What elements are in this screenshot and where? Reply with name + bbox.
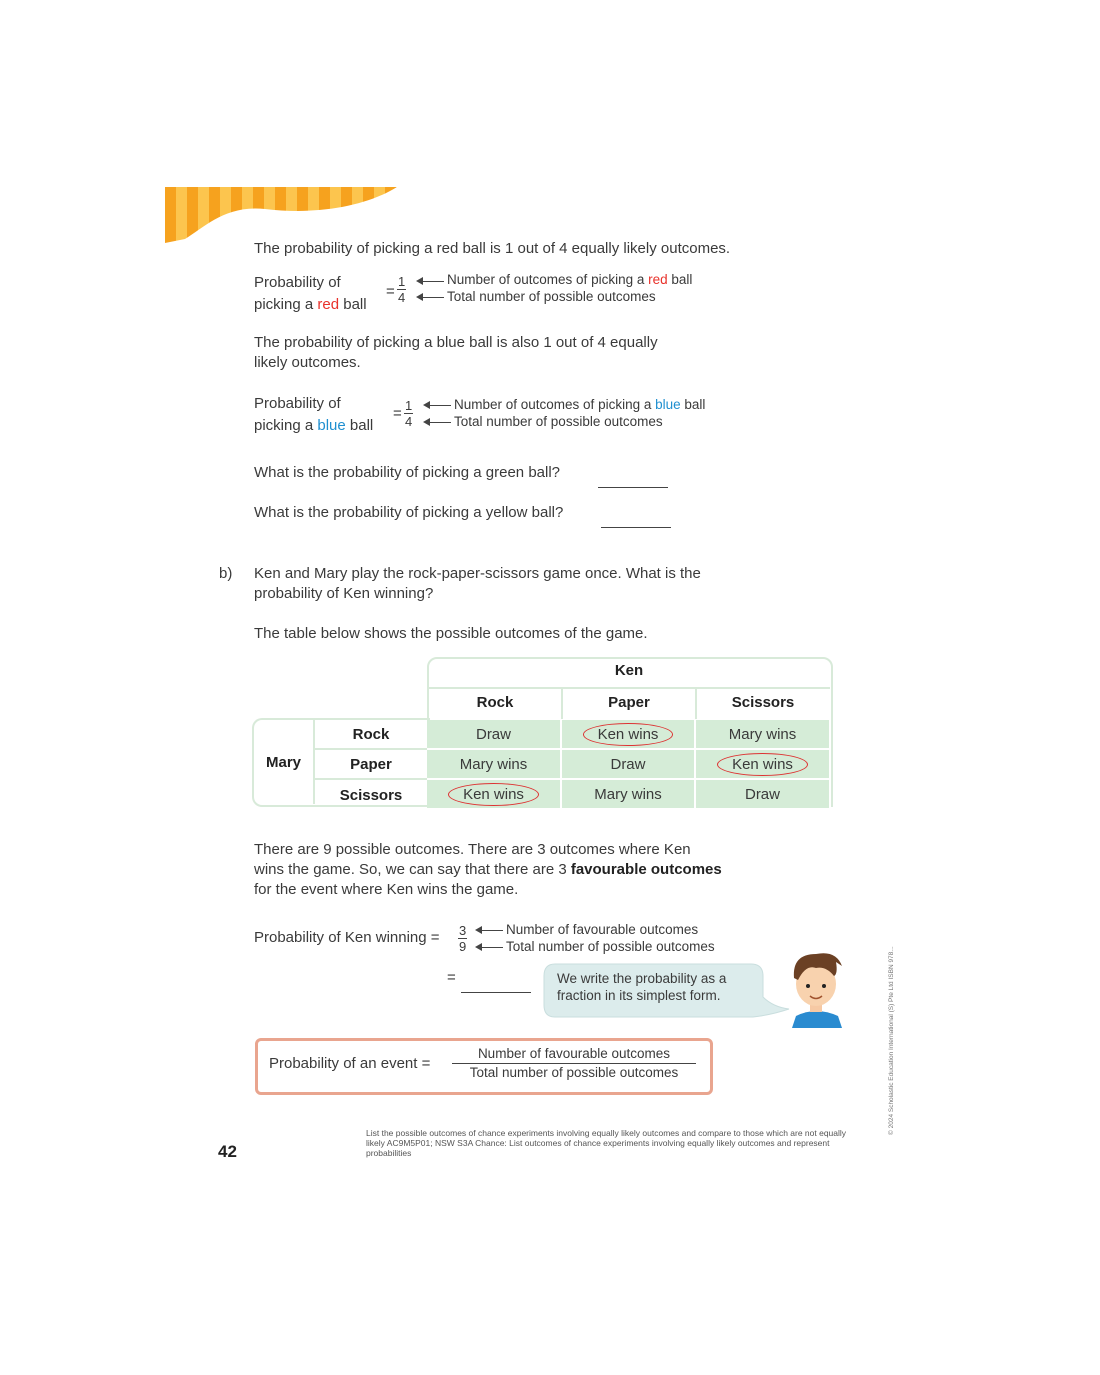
- arrow-icon: [477, 930, 503, 931]
- row-player-mary: Mary: [265, 754, 302, 771]
- equals-sign: =: [393, 405, 402, 422]
- blue-fraction: $\frac{1}{4}$: [405, 398, 413, 429]
- column-header-paper: Paper: [608, 694, 650, 711]
- striped-banner: [165, 187, 400, 245]
- cell-mary-wins: Mary wins: [562, 780, 696, 810]
- table-row: [315, 720, 831, 750]
- speech-text: We write the probability as a fraction in its simplest form.: [557, 971, 727, 1003]
- part-b-marker: b): [219, 565, 233, 582]
- red-label-line1: Probability of: [254, 274, 341, 291]
- blue-intro-1: The probability of picking a blue ball is also 1 out of 4 equally: [254, 334, 658, 351]
- column-header-rock: Rock: [476, 694, 514, 711]
- equals-sign: =: [386, 283, 395, 300]
- answer-blank-ken[interactable]: [461, 992, 531, 993]
- formula-label: Probability of an event =: [269, 1055, 431, 1072]
- red-fraction: $\frac{1}{4}$: [398, 274, 406, 305]
- cell-draw: Draw: [696, 780, 831, 810]
- answer-blank-yellow[interactable]: [601, 527, 671, 528]
- ken-numerator-note: Number of favourable outcomes: [506, 922, 699, 937]
- red-label-line2: picking a red ball: [254, 296, 367, 313]
- blue-numerator-note: Number of outcomes of picking a blue ball: [454, 397, 706, 412]
- arrow-icon: [425, 405, 451, 406]
- outcomes-table: [315, 720, 831, 810]
- answer-blank-green[interactable]: [598, 487, 668, 488]
- curriculum-note: List the possible outcomes of chance experiments involving equally likely outcomes and compare to those which are not equally likely AC9M5P01; NSW S3A Chance: List outcomes of chance experiments involving equally likely outcomes and represent probabilities: [366, 1128, 847, 1158]
- question-yellow: What is the probability of picking a yellow ball?: [254, 504, 564, 521]
- formula-denominator: Total number of possible outcomes: [469, 1065, 679, 1080]
- cell-draw: Draw: [427, 720, 562, 750]
- question-green: What is the probability of picking a green ball?: [254, 464, 561, 481]
- row-header-scissors: Scissors: [339, 786, 403, 804]
- table-row: [315, 750, 831, 780]
- ken-denominator-note: Total number of possible outcomes: [506, 939, 715, 954]
- part-b-intro-2: probability of Ken winning?: [254, 585, 434, 602]
- ken-fraction: $\frac{3}{9}$: [459, 923, 467, 954]
- part-b-intro-1: Ken and Mary play the rock-paper-scissors game once. What is the: [254, 565, 701, 582]
- copyright: © 2024 Scholastic Education International (S) Pte Ltd ISBN 978...: [888, 946, 895, 1135]
- ken-probability-label: Probability of Ken winning =: [254, 929, 440, 946]
- summary-line-3: for the event where Ken wins the game.: [254, 881, 519, 898]
- red-intro: The probability of picking a red ball is 1 out of 4 equally likely outcomes.: [254, 240, 731, 257]
- blue-intro-2: likely outcomes.: [254, 354, 361, 371]
- arrow-icon: [418, 281, 444, 282]
- blue-label-line1: Probability of: [254, 395, 341, 412]
- table-intro: The table below shows the possible outcomes of the game.: [254, 625, 648, 642]
- summary-line-2: wins the game. So, we can say that there are 3 favourable outcomes: [254, 861, 722, 878]
- red-numerator-note: Number of outcomes of picking a red ball: [447, 272, 693, 287]
- boy-character-illustration: [786, 948, 848, 1028]
- equals-sign: =: [447, 969, 456, 986]
- red-denominator-note: Total number of possible outcomes: [447, 289, 656, 304]
- cell-ken-wins: Ken wins: [696, 750, 831, 780]
- cell-draw: Draw: [562, 750, 696, 780]
- cell-mary-wins: Mary wins: [696, 720, 831, 750]
- arrow-icon: [477, 947, 503, 948]
- blue-label-line2: picking a blue ball: [254, 417, 374, 434]
- arrow-icon: [418, 297, 444, 298]
- row-header-paper: Paper: [315, 750, 427, 780]
- row-header-rock: Rock: [315, 720, 427, 750]
- summary-line-1: There are 9 possible outcomes. There are 3 outcomes where Ken: [254, 841, 691, 858]
- formula-numerator: Number of favourable outcomes: [452, 1045, 696, 1064]
- table-row: [315, 780, 831, 810]
- column-header-scissors: Scissors: [731, 694, 795, 711]
- cell-ken-wins: Ken wins: [562, 720, 696, 750]
- blue-denominator-note: Total number of possible outcomes: [454, 414, 663, 429]
- page-number: 42: [218, 1142, 237, 1161]
- cell-mary-wins: Mary wins: [427, 750, 562, 780]
- column-player-ken: Ken: [614, 662, 644, 679]
- cell-ken-wins: Ken wins: [427, 780, 562, 810]
- arrow-icon: [425, 422, 451, 423]
